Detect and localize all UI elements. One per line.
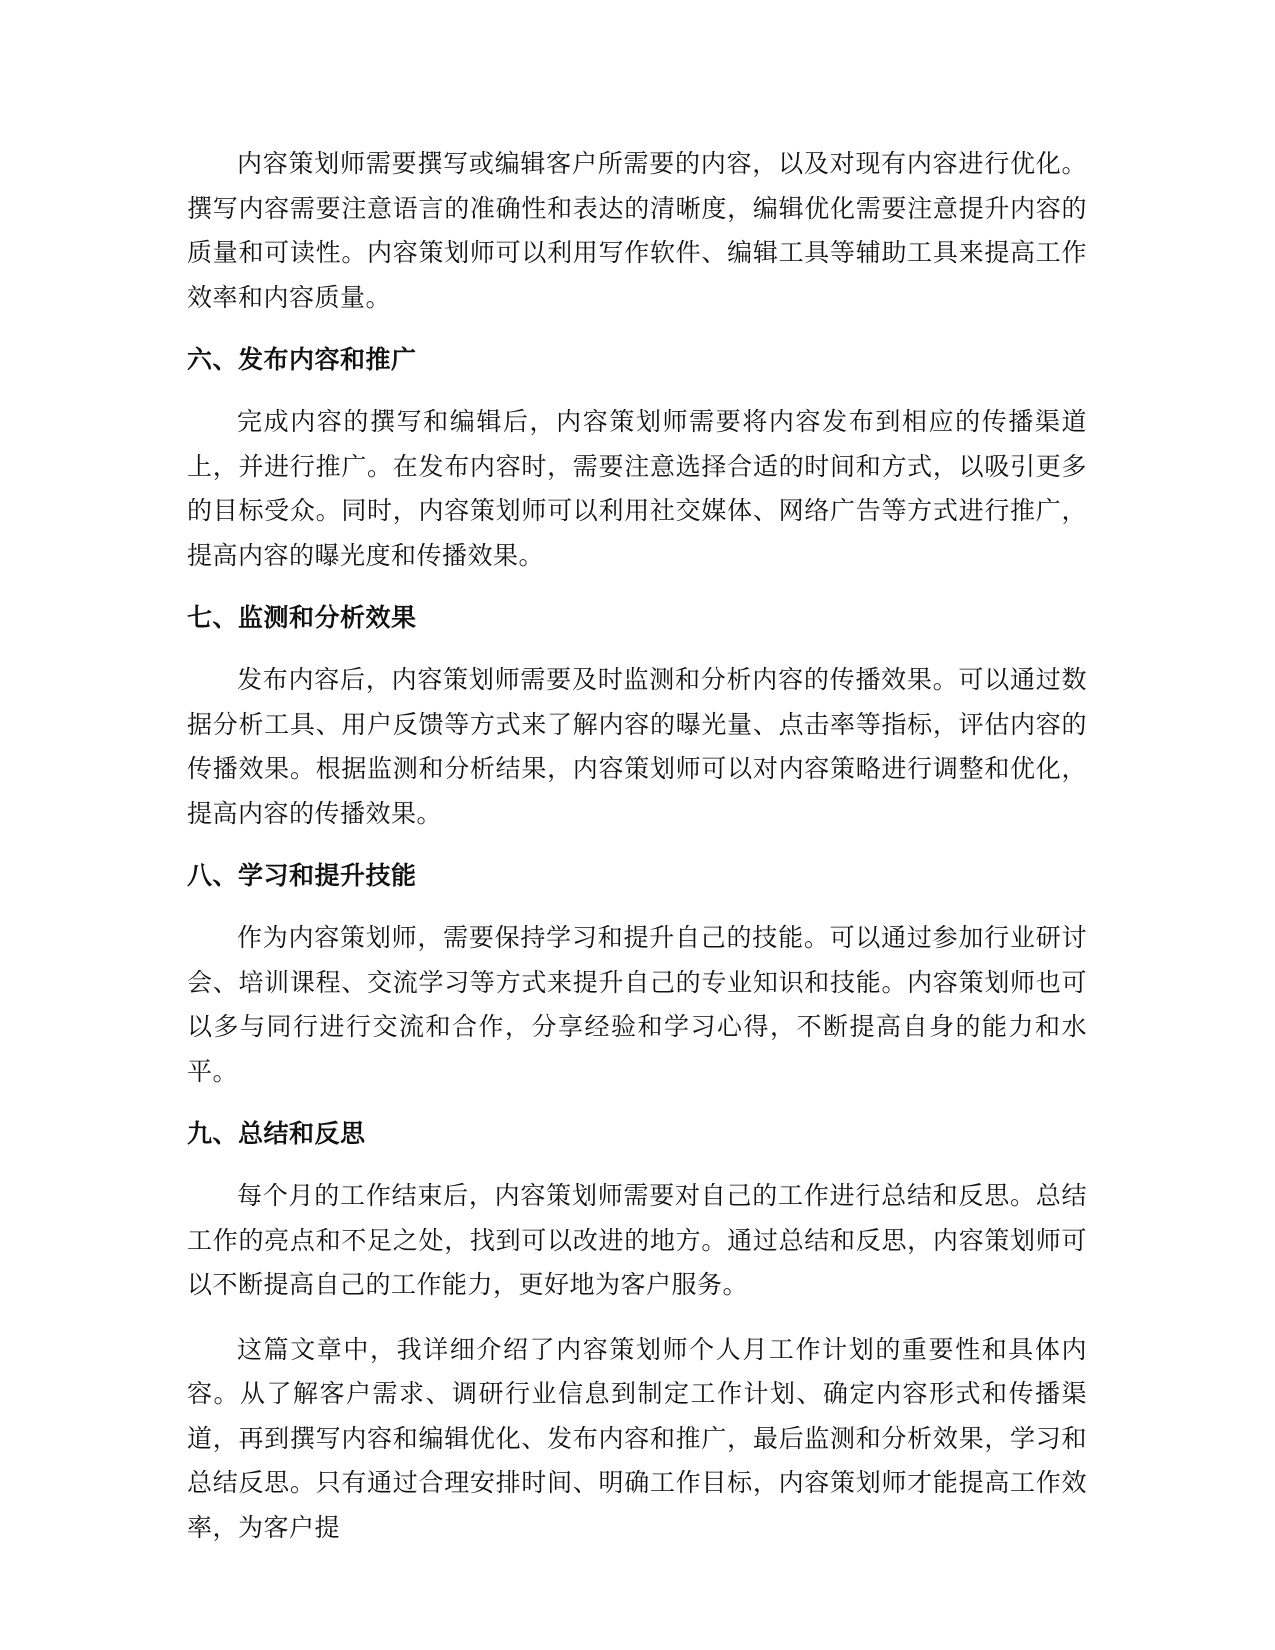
spacer [187, 1094, 1087, 1114]
section-heading-summary: 九、总结和反思 [187, 1119, 366, 1148]
spacer [187, 638, 1087, 658]
paragraph-monitor: 发布内容后，内容策划师需要及时监测和分析内容的传播效果。可以通过数据分析工具、用户反馈等方式来了解内容的曝光量、点击率等指标，评估内容的传播效果。根据监测和分析结果，内容策划师可以对内容策略进行调整和优化，提高内容的传播效果。 [187, 665, 1087, 828]
paragraph-conclusion: 这篇文章中，我详细介绍了内容策划师个人月工作计划的重要性和具体内容。从了解客户需求、调研行业信息到制定工作计划、确定内容形式和传播渠道，再到撰写内容和编辑优化、发布内容和推广，最后监测和分析效果，学习和总结反思。只有通过合理安排时间、明确工作目标，内容策划师才能提高工作效率，为客户提 [187, 1334, 1087, 1542]
document-body [187, 142, 1087, 1550]
spacer [187, 896, 1087, 916]
spacer [187, 320, 1087, 340]
section-heading-monitor: 七、监测和分析效果 [187, 603, 417, 632]
spacer [187, 578, 1087, 598]
paragraph-writing-editing: 内容策划师需要撰写或编辑客户所需要的内容，以及对现有内容进行优化。撰写内容需要注意语言的准确性和表达的清晰度，编辑优化需要注意提升内容的质量和可读性。内容策划师可以利用写作软件、编辑工具等辅助工具来提高工作效率和内容质量。 [187, 149, 1087, 312]
paragraph-learning: 作为内容策划师，需要保持学习和提升自己的技能。可以通过参加行业研讨会、培训课程、交流学习等方式来提升自己的专业知识和技能。内容策划师也可以多与同行进行交流和合作，分享经验和学习心得，不断提高自身的能力和水平。 [187, 923, 1087, 1086]
spacer [187, 1154, 1087, 1174]
spacer [187, 836, 1087, 856]
paragraph-publish: 完成内容的撰写和编辑后，内容策划师需要将内容发布到相应的传播渠道上，并进行推广。在发布内容时，需要注意选择合适的时间和方式，以吸引更多的目标受众。同时，内容策划师可以利用社交媒体、网络广告等方式进行推广，提高内容的曝光度和传播效果。 [187, 407, 1087, 570]
section-heading-learning: 八、学习和提升技能 [187, 861, 417, 890]
section-heading-publish: 六、发布内容和推广 [187, 345, 417, 374]
spacer [187, 1308, 1087, 1328]
spacer [187, 380, 1087, 400]
paragraph-summary: 每个月的工作结束后，内容策划师需要对自己的工作进行总结和反思。总结工作的亮点和不足之处，找到可以改进的地方。通过总结和反思，内容策划师可以不断提高自己的工作能力，更好地为客户服务。 [187, 1181, 1087, 1299]
